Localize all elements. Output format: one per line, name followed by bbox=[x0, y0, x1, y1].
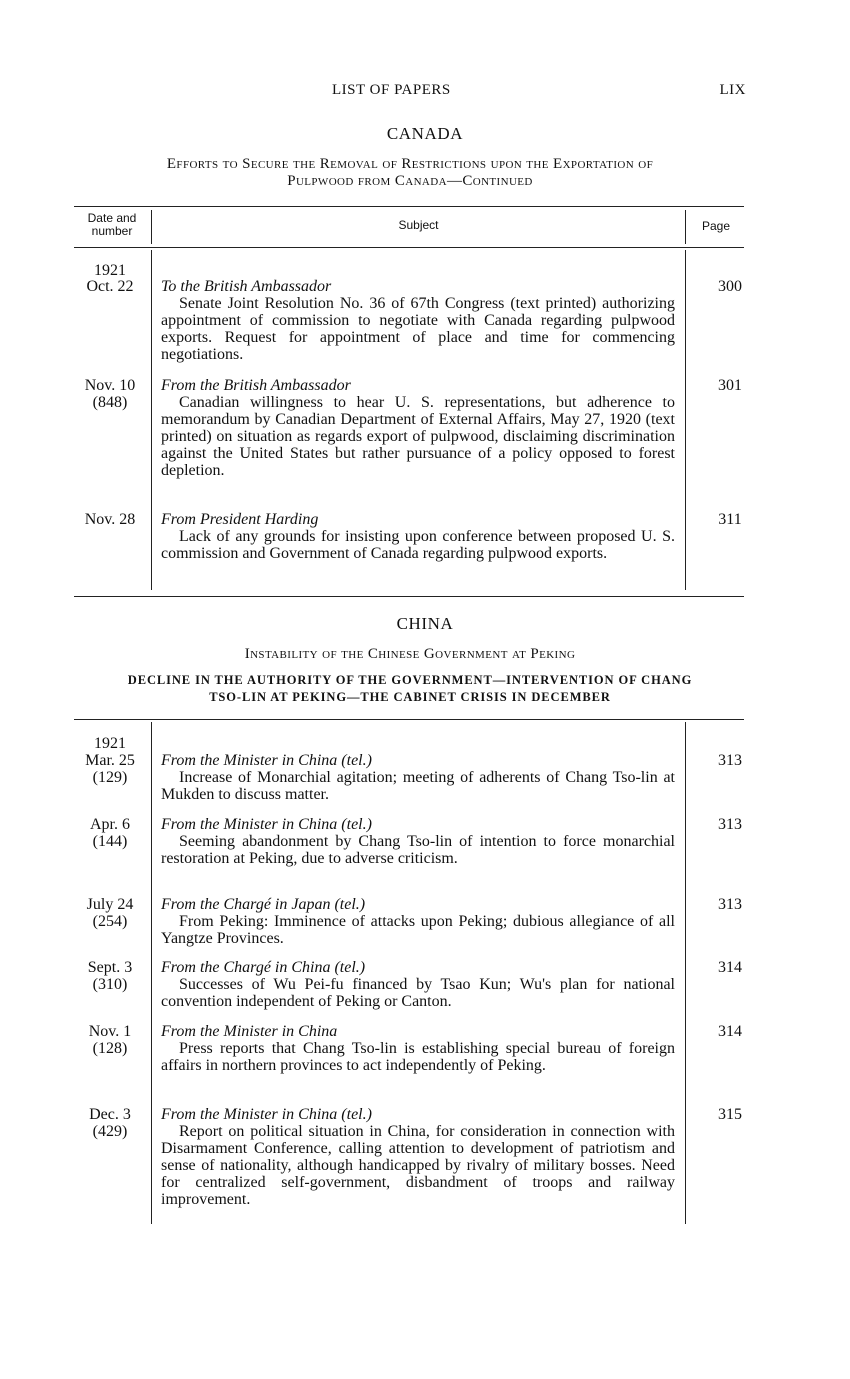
column-header-date-line2: number bbox=[91, 224, 133, 238]
entry-number: (848) bbox=[92, 394, 128, 411]
entry-subject bbox=[161, 377, 675, 479]
entry-date bbox=[72, 278, 148, 295]
entry-number: (129) bbox=[92, 769, 128, 786]
section-title-china: CHINA bbox=[396, 614, 454, 633]
entry-date-text: July 24 bbox=[86, 896, 134, 913]
column-divider bbox=[151, 722, 152, 1224]
section-subject-line2: Pulpwood from Canada—Continued bbox=[287, 173, 533, 189]
column-divider bbox=[151, 250, 152, 590]
entry-body: Seeming abandonment by Chang Tso-lin of intention to force monarchial restoration at Peking, due to adverse criticism. bbox=[161, 833, 675, 867]
year-label: 1921 bbox=[94, 735, 126, 752]
entry-subject bbox=[161, 1106, 675, 1208]
entry-from: From the British Ambassador bbox=[161, 377, 351, 394]
table-header-rule bbox=[74, 247, 744, 248]
entry-date bbox=[72, 511, 148, 528]
column-header-date bbox=[74, 212, 150, 238]
section-subject-canada bbox=[70, 156, 750, 190]
entry-date bbox=[72, 752, 148, 786]
entry-page: 311 bbox=[718, 511, 742, 528]
table-top-rule bbox=[74, 206, 744, 207]
entry-page: 315 bbox=[718, 1106, 742, 1123]
entry-body: Successes of Wu Pei-fu financed by Tsao Kun; Wu's plan for national convention independent of Peking or Canton. bbox=[161, 976, 675, 1010]
section-subsubject-line1: DECLINE IN THE AUTHORITY OF THE GOVERNMENT—INTERVENTION OF CHANG bbox=[127, 673, 693, 687]
entry-page: 301 bbox=[718, 377, 742, 394]
entry-number: (310) bbox=[92, 976, 128, 993]
entry-date bbox=[72, 816, 148, 850]
entry-date-text: Nov. 1 bbox=[88, 1023, 132, 1040]
column-divider bbox=[685, 250, 686, 590]
entry-from: To the British Ambassador bbox=[161, 278, 332, 295]
section-subject-line1: Efforts to Secure the Removal of Restrictions upon the Exportation of bbox=[166, 156, 654, 172]
entry-body: Press reports that Chang Tso-lin is establishing special bureau of foreign affairs in northern provinces to act independently of Peking. bbox=[161, 1040, 675, 1074]
entry-date-text: Dec. 3 bbox=[89, 1106, 131, 1123]
entry-body: Canadian willingness to hear U. S. representations, but adherence to memorandum by Canadian Department of External Affairs, May 27, 1920 (text printed) on situation as regards export of pulpwood, disclaiming discrimination against the United States but rather pursuance of a policy opposed to forest depletion. bbox=[161, 394, 675, 479]
entry-body: Increase of Monarchial agitation; meeting of adherents of Chang Tso-lin at Mukden to discuss matter. bbox=[161, 769, 675, 803]
entry-page: 314 bbox=[718, 959, 742, 976]
entry-date-text: Mar. 25 bbox=[85, 752, 135, 769]
entry-from: From the Chargé in China (tel.) bbox=[161, 959, 366, 976]
entry-date bbox=[72, 959, 148, 993]
entry-from: From the Minister in China (tel.) bbox=[161, 816, 372, 833]
entry-date bbox=[72, 377, 148, 411]
running-head bbox=[0, 82, 850, 102]
entry-body: Senate Joint Resolution No. 36 of 67th Congress (text printed) authorizing appointment of commission to negotiate with Canada regarding pulpwood exports. Request for appointment of place and time for commencing negotiations. bbox=[161, 295, 675, 363]
entry-number: (254) bbox=[92, 913, 128, 930]
entry-body: From Peking: Imminence of attacks upon Peking; dubious allegiance of all Yangtze Provinces. bbox=[161, 913, 675, 947]
entry-subject bbox=[161, 752, 675, 803]
page-number: LIX bbox=[719, 82, 746, 98]
entry-from: From the Minister in China bbox=[161, 1023, 338, 1040]
entry-subject bbox=[161, 1023, 675, 1074]
section-title-canada: CANADA bbox=[386, 124, 464, 143]
table-top-rule bbox=[74, 719, 744, 720]
entry-body: Report on political situation in China, for consideration in connection with Disarmament Conference, calling attention to development of patriotism and sense of nationality, although handicapped by rivalry of military bosses. Need for centralized self-government, disbandment of troops and railway improvement. bbox=[161, 1123, 675, 1208]
entry-date-text: Nov. 10 bbox=[84, 377, 136, 394]
entry-date bbox=[72, 896, 148, 930]
section-end-rule bbox=[74, 596, 744, 597]
entry-page: 313 bbox=[718, 752, 742, 769]
section-subsubject-china bbox=[70, 672, 750, 706]
column-header-date-line1: Date and bbox=[87, 211, 137, 225]
column-header-subject: Subject bbox=[398, 218, 439, 232]
entry-date bbox=[72, 1023, 148, 1057]
entry-from: From the Minister in China (tel.) bbox=[161, 1106, 372, 1123]
entry-subject bbox=[161, 959, 675, 1010]
entry-page: 313 bbox=[718, 896, 742, 913]
entry-body: Lack of any grounds for insisting upon conference between proposed U. S. commission and Government of Canada regarding pulpwood exports. bbox=[161, 528, 675, 562]
column-header-page: Page bbox=[701, 219, 731, 233]
entry-subject bbox=[161, 896, 675, 947]
entry-page: 300 bbox=[718, 278, 742, 295]
entry-from: From President Harding bbox=[161, 511, 319, 528]
entry-date-text: Sept. 3 bbox=[87, 959, 133, 976]
section-subject-china: Instability of the Chinese Government at Peking bbox=[244, 646, 576, 662]
entry-page: 313 bbox=[718, 816, 742, 833]
entry-number: (429) bbox=[92, 1123, 128, 1140]
entry-page: 314 bbox=[718, 1023, 742, 1040]
entry-subject bbox=[161, 511, 675, 562]
entry-date-text: Oct. 22 bbox=[86, 278, 134, 295]
entry-subject bbox=[161, 278, 675, 363]
column-divider bbox=[685, 722, 686, 1224]
entry-from: From the Chargé in Japan (tel.) bbox=[161, 896, 366, 913]
entry-number: (128) bbox=[92, 1040, 128, 1057]
entry-date bbox=[72, 1106, 148, 1140]
entry-date-text: Apr. 6 bbox=[90, 816, 130, 833]
entry-date-text: Nov. 28 bbox=[84, 511, 136, 528]
entry-subject bbox=[161, 816, 675, 867]
year-label: 1921 bbox=[94, 262, 126, 279]
entry-number: (144) bbox=[92, 833, 128, 850]
entry-from: From the Minister in China (tel.) bbox=[161, 752, 372, 769]
section-subsubject-line2: TSO-LIN AT PEKING—THE CABINET CRISIS IN DECEMBER bbox=[209, 690, 611, 704]
running-head-title: LIST OF PAPERS bbox=[332, 82, 451, 98]
